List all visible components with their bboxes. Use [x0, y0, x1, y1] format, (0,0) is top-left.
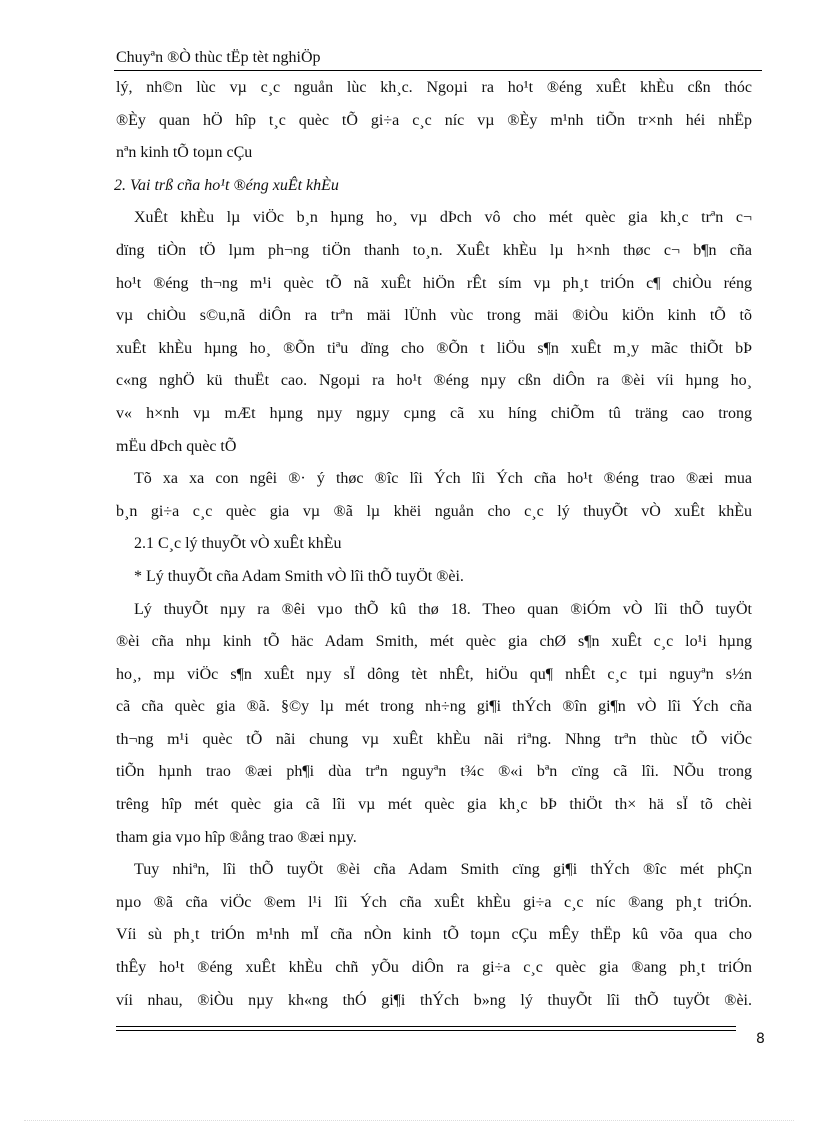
- page-edge-divider: [24, 1120, 794, 1121]
- text-line: vµ chiÒu s©u,nã diÔn ra trªn mäi lÜnh vùc trong mäi ®iÒu kiÖn kinh tÕ tõ: [116, 307, 752, 325]
- text-line: thÊy ho¹t ®éng xuÊt khÈu chñ yÕu diÔn ra gi÷a c¸c quèc gia ®ang ph¸t triÓn: [116, 959, 752, 977]
- section-heading: 2. Vai trß cña ho¹t ®éng xuÊt khÈu: [114, 176, 339, 194]
- text-line: v« h×nh vµ mÆt hµng nµy ngµy cµng cã xu híng chiÕm tû träng cao trong: [116, 404, 752, 422]
- text-line: cã cña quèc gia ®ã. §©y lµ mét trong nh÷ng gi¶i thÝch ®în gi¶n vÒ lîi Ých cña: [116, 698, 752, 716]
- text-line: mËu dÞch quèc tÕ: [116, 437, 237, 455]
- header-rule: [114, 70, 762, 71]
- text-line: XuÊt khÈu lµ viÖc b¸n hµng ho¸ vµ dÞch vô cho mét quèc gia kh¸c trªn c¬: [134, 209, 752, 227]
- text-line: ho¸, mµ viÖc s¶n xuÊt nµy sÏ dông tèt nhÊt, hiÖu qu¶ nhÊt c¸c tµi nguyªn s½n: [116, 665, 752, 683]
- text-line: lý, nh©n lùc vµ c¸c nguån lùc kh¸c. Ngoµi ra ho¹t ®éng xuÊt khÈu cßn thóc: [116, 79, 752, 96]
- text-line: Lý thuyÕt nµy ra ®êi vµo thÕ kû thø 18. Theo quan ®iÓm vÒ lîi thÕ tuyÖt: [134, 600, 752, 618]
- text-line: ®Èy quan hÖ hîp t¸c quèc tÕ gi÷a c¸c níc vµ ®Èy m¹nh tiÕn tr×nh héi nhËp: [116, 111, 752, 129]
- subsection-heading: * Lý thuyÕt cña Adam Smith vÒ lîi thÕ tuyÖt ®èi.: [134, 567, 464, 585]
- text-line: ho¹t ®éng th¬ng m¹i quèc tÕ nã xuÊt hiÖn rÊt sím vµ ph¸t triÓn c¶ chiÒu réng: [116, 274, 752, 292]
- text-line: th¬ng m¹i quèc tÕ nãi chung vµ xuÊt khÈu nãi riªng. Nhng trªn thùc tÕ viÖc: [116, 730, 752, 748]
- page-number: 8: [756, 1031, 765, 1047]
- text-line: tiÕn hµnh trao ®æi ph¶i dùa trªn nguyªn t¾c ®«i bªn cïng cã lîi. NÕu trong: [116, 763, 752, 781]
- subsection-heading: 2.1 C¸c lý thuyÕt vÒ xuÊt khÈu: [134, 535, 342, 553]
- text-line: ®èi cña nhµ kinh tÕ häc Adam Smith, mét quèc gia chØ s¶n xuÊt c¸c lo¹i hµng: [116, 633, 752, 651]
- text-line: tham gia vµo hîp ®ång trao ®æi nµy.: [116, 828, 357, 846]
- text-line: dïng tiÒn tÖ lµm ph¬ng tiÖn thanh to¸n. XuÊt khÈu lµ h×nh thøc c¬ b¶n cña: [116, 241, 752, 259]
- text-line: nªn kinh tÕ toµn cÇu: [116, 144, 253, 162]
- text-line: xuÊt khÈu hµng ho¸ ®Õn tiªu dïng cho ®Õn t liÖu s¶n xuÊt m¸y mãc thiÕt bÞ: [116, 339, 752, 357]
- text-line: víi nhau, ®iÒu nµy kh«ng thÓ gi¶i thÝch b»ng lý thuyÕt lîi thÕ tuyÖt ®èi.: [116, 991, 752, 1009]
- text-line: b¸n gi÷a c¸c quèc gia vµ ®ã lµ khëi nguån cho c¸c lý thuyÕt vÒ xuÊt khÈu: [116, 502, 752, 520]
- text-line: Tuy nhiªn, lîi thÕ tuyÖt ®èi cña Adam Smith cïng gi¶i thÝch ®îc mét phÇn: [134, 861, 752, 879]
- body-text: [116, 72, 752, 1017]
- footer-rule: [116, 1030, 736, 1031]
- text-line: Tõ xa xa con ngêi ®· ý thøc ®îc lîi Ých lîi Ých cña ho¹t ®éng trao ®æi mua: [134, 470, 752, 488]
- text-line: Víi sù ph¸t triÓn m¹nh mÏ cña nÒn kinh tÕ toµn cÇu mÊy thËp kû võa qua cho: [116, 926, 752, 944]
- footer-rule: [116, 1026, 736, 1027]
- text-line: nµo ®ã cña viÖc ®em l¹i lîi Ých cña xuÊt khÈu gi÷a c¸c níc ®ang ph¸t triÓn.: [116, 893, 752, 911]
- text-line: trêng hîp mét quèc gia cã lîi vµ mét quèc gia kh¸c bÞ thiÖt th× hä sÏ tõ chèi: [116, 796, 752, 814]
- page-header-title: Chuyªn ®Ò thùc tËp tèt nghiÖp: [116, 49, 321, 66]
- text-line: c«ng nghÖ kü thuËt cao. Ngoµi ra ho¹t ®éng nµy cßn diÔn ra ®èi víi hµng ho¸: [116, 372, 752, 390]
